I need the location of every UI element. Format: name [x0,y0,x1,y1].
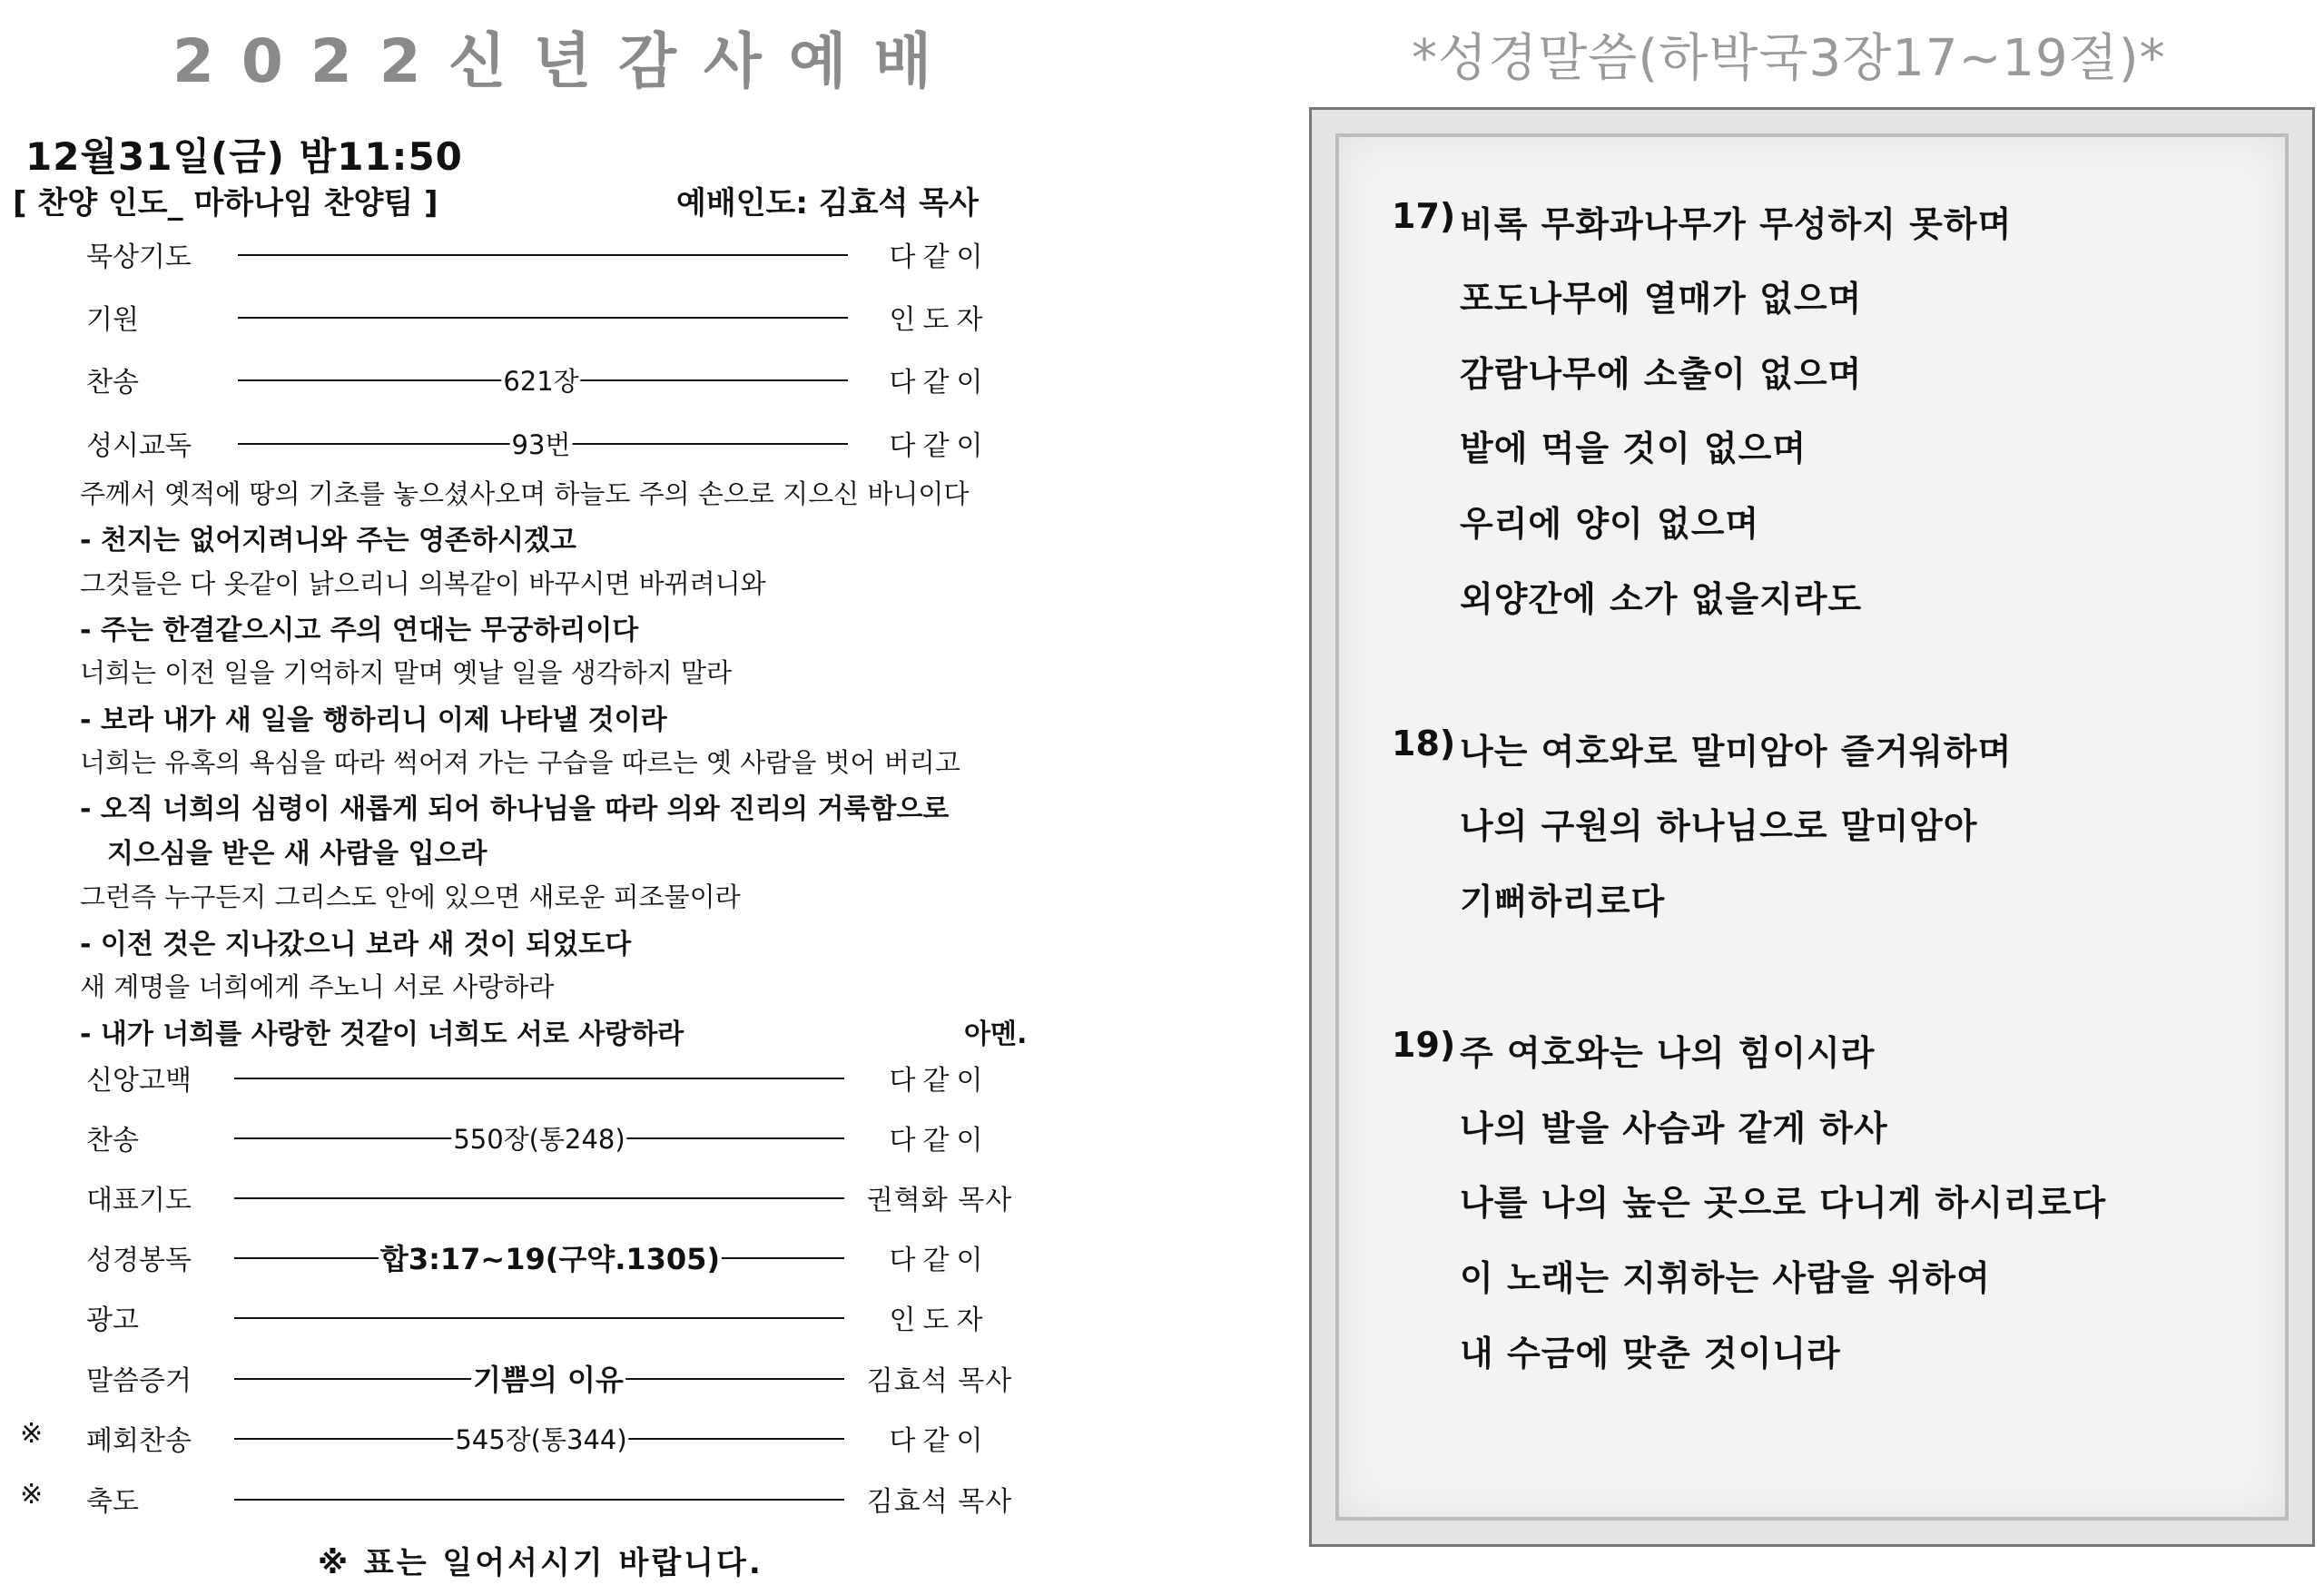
service-leader: 예배인도: 김효석 목사 [676,185,979,222]
dotted-leader-line [234,1317,844,1319]
order-participant: 인도자 [889,304,990,336]
order-participant: 다같이 [889,1125,990,1157]
stand-mark: ※ [20,1479,44,1511]
verse-line: 기뻐하리로다 [1460,881,1666,921]
verse-line: 나는 여호와로 말미암아 즐거워하며 [1460,732,2013,772]
service-title: 2022신년감사예배 [172,26,960,96]
responsive-reading-line: - 오직 너희의 심령이 새롭게 되어 하나님을 따라 의와 진리의 거룩함으로 [80,793,950,825]
responsive-reading-line: 너희는 유혹의 욕심을 따라 썩어져 가는 구습을 따르는 옛 사람을 벗어 버리고 [80,747,960,778]
order-row [0,1058,1053,1103]
responsive-reading-line: 너희는 이전 일을 기억하지 말며 옛날 일을 생각하지 말라 [80,657,733,688]
order-item: 성경봉독 [86,1245,192,1276]
dotted-leader-line [234,1078,844,1079]
verse-line: 내 수금에 맞춘 것이니라 [1460,1334,1841,1373]
amen: 아멘. [964,1019,1028,1050]
order-item: 축도 [86,1486,139,1518]
verse-line: 나의 발을 사슴과 같게 하사 [1460,1108,1888,1148]
order-item: 묵상기도 [86,241,192,273]
responsive-reading-line: - 이전 것은 지나갔으니 보라 새 것이 되었도다 [80,929,632,960]
order-participant: 다같이 [889,1065,990,1097]
order-row [0,1479,1053,1524]
verse-line: 나를 나의 높은 곳으로 다니게 하시리로다 [1460,1183,2107,1223]
dotted-leader-line [234,1499,844,1501]
scripture-title: *성경말씀(하박국3장17~19절)* [1412,29,2166,88]
order-participant: 다같이 [889,1425,990,1457]
verse-line: 감람나무에 소출이 없으며 [1460,354,1863,394]
responsive-reading-line: 지으심을 받은 새 사람을 입으라 [107,838,487,870]
responsive-reading-line: - 보라 내가 새 일을 행하리니 이제 나타낼 것이라 [80,704,667,736]
order-participant: 다같이 [889,430,990,462]
verse-line: 외양간에 소가 없을지라도 [1460,579,1863,619]
verse-line: 우리에 양이 없으며 [1460,504,1760,544]
verse-number: 19) [1392,1025,1456,1065]
order-participant: 다같이 [889,367,990,399]
order-item: 성시교독 [86,430,192,462]
order-participant: 다같이 [889,1245,990,1276]
verse-line: 비록 무화과나무가 무성하지 못하며 [1460,204,2013,244]
verse-number: 17) [1392,196,1456,236]
order-item: 광고 [86,1304,139,1336]
order-item: 기원 [86,304,139,336]
dotted-leader-line [238,254,848,256]
order-row [0,1358,1053,1403]
stand-mark: ※ [20,1418,44,1450]
order-item: 신앙고백 [86,1065,192,1097]
verse-number: 18) [1392,724,1456,763]
order-participant: 김효석 목사 [866,1365,1013,1397]
verse-line: 밭에 먹을 것이 없으며 [1460,428,1807,468]
scripture-frame [1309,107,2315,1547]
hymn-number: 621장 [501,361,580,399]
dotted-leader-line [238,317,848,319]
order-item: 찬송 [86,367,139,399]
scripture-reference: 합3:17~19(구약.1305) [379,1236,722,1278]
order-row [0,1177,1053,1223]
order-participant: 김효석 목사 [866,1486,1013,1518]
order-item: 찬송 [86,1125,139,1157]
responsive-reading-line: 새 계명을 너희에게 주노니 서로 사랑하라 [80,971,555,1002]
order-participant: 다같이 [889,241,990,273]
responsive-reading-line: 그것들은 다 옷같이 낡으리니 의복같이 바꾸시면 바뀌려니와 [80,568,766,599]
order-row [0,1237,1053,1283]
worship-team: [ 찬양 인도_ 마하나임 찬양팀 ] [13,185,438,222]
standing-note: ※ 표는 일어서시기 바랍니다. [318,1545,763,1581]
responsive-reading-line: 주께서 옛적에 땅의 기초를 놓으셨사오며 하늘도 주의 손으로 지으신 바니이다 [80,478,970,509]
reading-number: 93번 [510,425,573,462]
service-date: 12월31일(금) 밤11:50 [25,134,463,179]
responsive-reading-line: - 내가 너희를 사랑한 것같이 너희도 서로 사랑하라 [80,1019,684,1050]
order-row [0,1297,1053,1343]
verse-line: 주 여호와는 나의 힘이시라 [1460,1033,1876,1073]
order-row [0,1418,1053,1463]
order-row [0,234,1053,280]
dotted-leader-line [234,1197,844,1199]
verse-line: 나의 구원의 하나님으로 말미암아 [1460,806,1978,846]
order-row [0,1117,1053,1163]
order-participant: 인도자 [889,1304,990,1336]
responsive-reading-line: - 천지는 없어지려니와 주는 영존하시겠고 [80,525,576,556]
scripture-page [1207,0,2324,1585]
responsive-reading-line: 그런즉 누구든지 그리스도 안에 있으면 새로운 피조물이라 [80,881,741,912]
order-participant: 권혁화 목사 [866,1185,1013,1216]
order-item: 말씀증거 [86,1365,192,1397]
order-row [0,423,1053,468]
responsive-reading-line: - 주는 한결같으시고 주의 연대는 무궁하리이다 [80,615,639,646]
verse-line: 포도나무에 열매가 없으며 [1460,279,1863,319]
verse-line: 이 노래는 지휘하는 사람을 위하여 [1460,1258,1991,1298]
hymn-number: 550장(통248) [451,1119,626,1157]
order-item: 폐회찬송 [86,1425,192,1457]
order-row [0,297,1053,342]
order-row [0,359,1053,405]
order-item: 대표기도 [86,1185,192,1216]
hymn-number: 545장(통344) [453,1420,628,1457]
sermon-title: 기쁨의 이유 [471,1357,625,1399]
